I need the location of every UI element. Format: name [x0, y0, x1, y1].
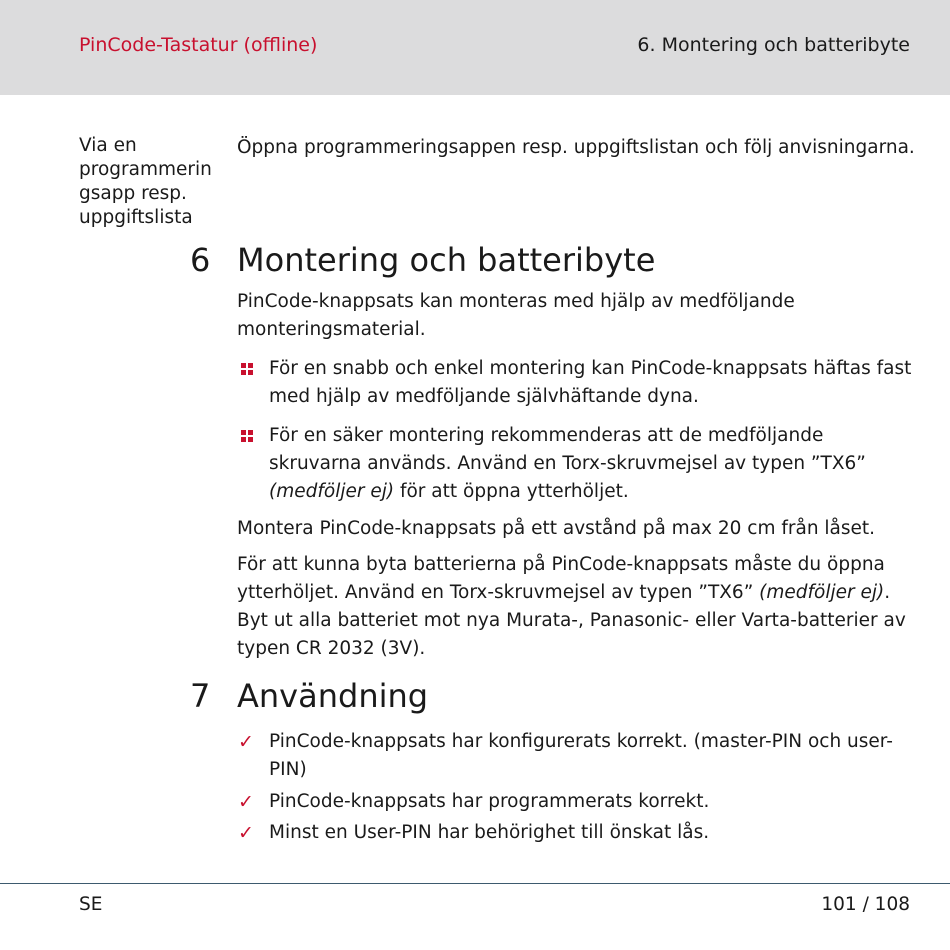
paragraph: Montera PinCode-knappsats på ett avstånd på max 20 cm från låset.	[237, 518, 876, 539]
check-item: PinCode-knappsats har konfigurerats korrekt. (master-PIN och user-PIN)	[269, 731, 893, 780]
section-title: Montering och batteribyte	[237, 241, 656, 279]
bullet-item: För en snabb och enkel montering kan PinCode-knappsats häftas fast med hjälp av medföljande självhäftande dyna.	[269, 358, 912, 407]
intro-text: Öppna programmeringsappen resp. uppgiftslistan och följ anvisningarna.	[237, 137, 915, 158]
bullet-icon	[241, 363, 254, 376]
document-title: PinCode-Tastatur (offline)	[79, 34, 318, 56]
check-item: Minst en User-PIN har behörighet till önskat lås.	[269, 822, 710, 843]
emphasis-text: (medföljer ej)	[759, 582, 885, 603]
footer-language: SE	[79, 894, 103, 915]
page-header	[0, 0, 950, 95]
side-label: Via en programmerin gsapp resp. uppgiftslista	[79, 135, 212, 228]
bullet-item: För en säker montering rekommenderas att de medföljande skruvarna används. Använd en Torx-skruvmejsel av typen ”TX6” (medföljer ej) för att öppna ytterhöljet.	[269, 425, 866, 502]
section-title: Användning	[237, 677, 429, 715]
paragraph: För att kunna byta batterierna på PinCode-knappsats måste du öppna ytterhöljet. Använd en Torx-skruvmejsel av typen ”TX6” (medföljer ej). Byt ut alla batteriet mot nya Murata-, Panasonic- eller Varta-batterier av typen CR 2032 (3V).	[237, 554, 906, 659]
section-number: 6	[190, 241, 211, 279]
check-item: PinCode-knappsats har programmerats korrekt.	[269, 791, 710, 812]
bullet-icon	[241, 430, 254, 443]
check-icon: ✓	[238, 791, 254, 813]
chapter-title: 6. Montering och batteribyte	[637, 34, 910, 56]
section-number: 7	[190, 677, 211, 715]
paragraph: PinCode-knappsats kan monteras med hjälp av medföljande monteringsmaterial.	[237, 291, 795, 340]
page-number: 101 / 108	[821, 894, 910, 915]
emphasis-text: (medföljer ej)	[269, 481, 395, 502]
check-icon: ✓	[238, 822, 254, 844]
footer-divider	[0, 883, 950, 884]
check-icon: ✓	[238, 731, 254, 753]
